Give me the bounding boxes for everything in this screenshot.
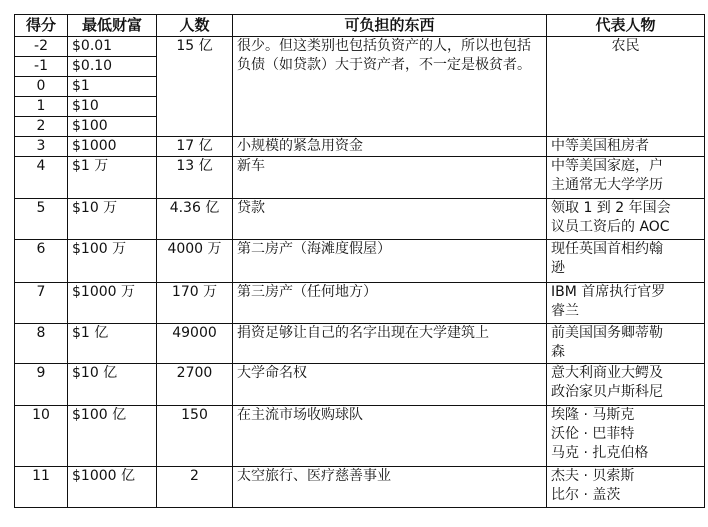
affordable-cell: 新车 <box>233 157 547 199</box>
min-wealth-cell: $10 亿 <box>68 364 157 406</box>
people-cell: 4000 万 <box>157 240 233 283</box>
affordable-cell: 在主流市场收购球队 <box>233 406 547 467</box>
representative-line: 杰夫 · 贝索斯 <box>551 468 635 484</box>
min-wealth-cell: $1 万 <box>68 157 157 199</box>
score-cell: 5 <box>15 199 68 240</box>
score-cell: -1 <box>15 57 68 77</box>
representative-line: 森 <box>551 344 565 360</box>
representative-line: 逊 <box>551 260 565 276</box>
representative-line: 前美国国务卿蒂勒 <box>551 325 663 341</box>
min-wealth-cell: $0.10 <box>68 57 157 77</box>
table-row <box>15 324 705 364</box>
score-cell: 2 <box>15 117 68 137</box>
table-row <box>15 406 705 467</box>
header-score: 得分 <box>15 15 68 37</box>
header-affordable: 可负担的东西 <box>233 15 547 37</box>
header-people: 人数 <box>157 15 233 37</box>
representative-line: 意大利商业大鳄及 <box>551 365 663 381</box>
affordable-cell: 贷款 <box>233 199 547 240</box>
score-cell: -2 <box>15 37 68 57</box>
people-cell: 2 <box>157 467 233 508</box>
min-wealth-cell: $10 万 <box>68 199 157 240</box>
representative-line: 主通常无大学学历 <box>551 177 663 193</box>
score-cell: 6 <box>15 240 68 283</box>
representative-cell <box>547 240 705 283</box>
people-cell: 49000 <box>157 324 233 364</box>
min-wealth-cell: $0.01 <box>68 37 157 57</box>
min-wealth-cell: $100 万 <box>68 240 157 283</box>
score-cell: 1 <box>15 97 68 117</box>
representative-cell <box>547 283 705 324</box>
table-row <box>15 467 705 508</box>
representative-line: 比尔 · 盖茨 <box>551 487 621 503</box>
representative-cell <box>547 406 705 467</box>
score-cell: 11 <box>15 467 68 508</box>
representative-cell <box>547 137 705 157</box>
affordable-cell: 很少。但这类别也包括负资产的人，所以也包括负债（如贷款）大于资产者，不一定是极贫者。 <box>233 37 547 137</box>
representative-line: 睿兰 <box>551 303 579 319</box>
header-row <box>15 15 705 37</box>
table-row <box>15 199 705 240</box>
score-cell: 9 <box>15 364 68 406</box>
representative-line: 议员工资后的 AOC <box>551 219 670 235</box>
min-wealth-cell: $100 亿 <box>68 406 157 467</box>
min-wealth-cell: $1000 万 <box>68 283 157 324</box>
wealth-table-container <box>14 14 705 508</box>
representative-cell <box>547 364 705 406</box>
representative-line: 马克 · 扎克伯格 <box>551 445 649 461</box>
representative-line: 领取 1 到 2 年国会 <box>551 200 671 216</box>
table-row <box>15 240 705 283</box>
table-row <box>15 283 705 324</box>
score-cell: 10 <box>15 406 68 467</box>
people-cell: 170 万 <box>157 283 233 324</box>
min-wealth-cell: $1 亿 <box>68 324 157 364</box>
representative-cell <box>547 467 705 508</box>
people-cell: 4.36 亿 <box>157 199 233 240</box>
min-wealth-cell: $10 <box>68 97 157 117</box>
representative-line: 中等美国租房者 <box>551 138 649 154</box>
affordable-cell: 捐资足够让自己的名字出现在大学建筑上 <box>233 324 547 364</box>
affordable-cell: 第二房产（海滩度假屋） <box>233 240 547 283</box>
wealth-score-table <box>14 14 705 508</box>
affordable-cell: 第三房产（任何地方） <box>233 283 547 324</box>
representative-cell: 农民 <box>547 37 705 137</box>
affordable-cell: 小规模的紧急用资金 <box>233 137 547 157</box>
representative-line: 现任英国首相约翰 <box>551 241 663 257</box>
score-cell: 8 <box>15 324 68 364</box>
table-row <box>15 137 705 157</box>
affordable-cell: 大学命名权 <box>233 364 547 406</box>
table-row <box>15 37 705 57</box>
score-cell: 7 <box>15 283 68 324</box>
representative-cell <box>547 324 705 364</box>
representative-cell <box>547 199 705 240</box>
min-wealth-cell: $1000 <box>68 137 157 157</box>
representative-line: 埃隆 · 马斯克 <box>551 407 635 423</box>
people-cell: 15 亿 <box>157 37 233 137</box>
score-cell: 3 <box>15 137 68 157</box>
score-cell: 0 <box>15 77 68 97</box>
min-wealth-cell: $1000 亿 <box>68 467 157 508</box>
representative-line: 中等美国家庭，户 <box>551 158 663 174</box>
table-row <box>15 157 705 199</box>
people-cell: 17 亿 <box>157 137 233 157</box>
header-min-wealth: 最低财富 <box>68 15 157 37</box>
representative-line: 沃伦 · 巴菲特 <box>551 426 635 442</box>
table-row <box>15 364 705 406</box>
people-cell: 150 <box>157 406 233 467</box>
min-wealth-cell: $1 <box>68 77 157 97</box>
min-wealth-cell: $100 <box>68 117 157 137</box>
people-cell: 13 亿 <box>157 157 233 199</box>
score-cell: 4 <box>15 157 68 199</box>
representative-line: 政治家贝卢斯科尼 <box>551 384 663 400</box>
affordable-cell: 太空旅行、医疗慈善事业 <box>233 467 547 508</box>
representative-line: IBM 首席执行官罗 <box>551 284 666 300</box>
people-cell: 2700 <box>157 364 233 406</box>
representative-cell <box>547 157 705 199</box>
header-representative: 代表人物 <box>547 15 705 37</box>
